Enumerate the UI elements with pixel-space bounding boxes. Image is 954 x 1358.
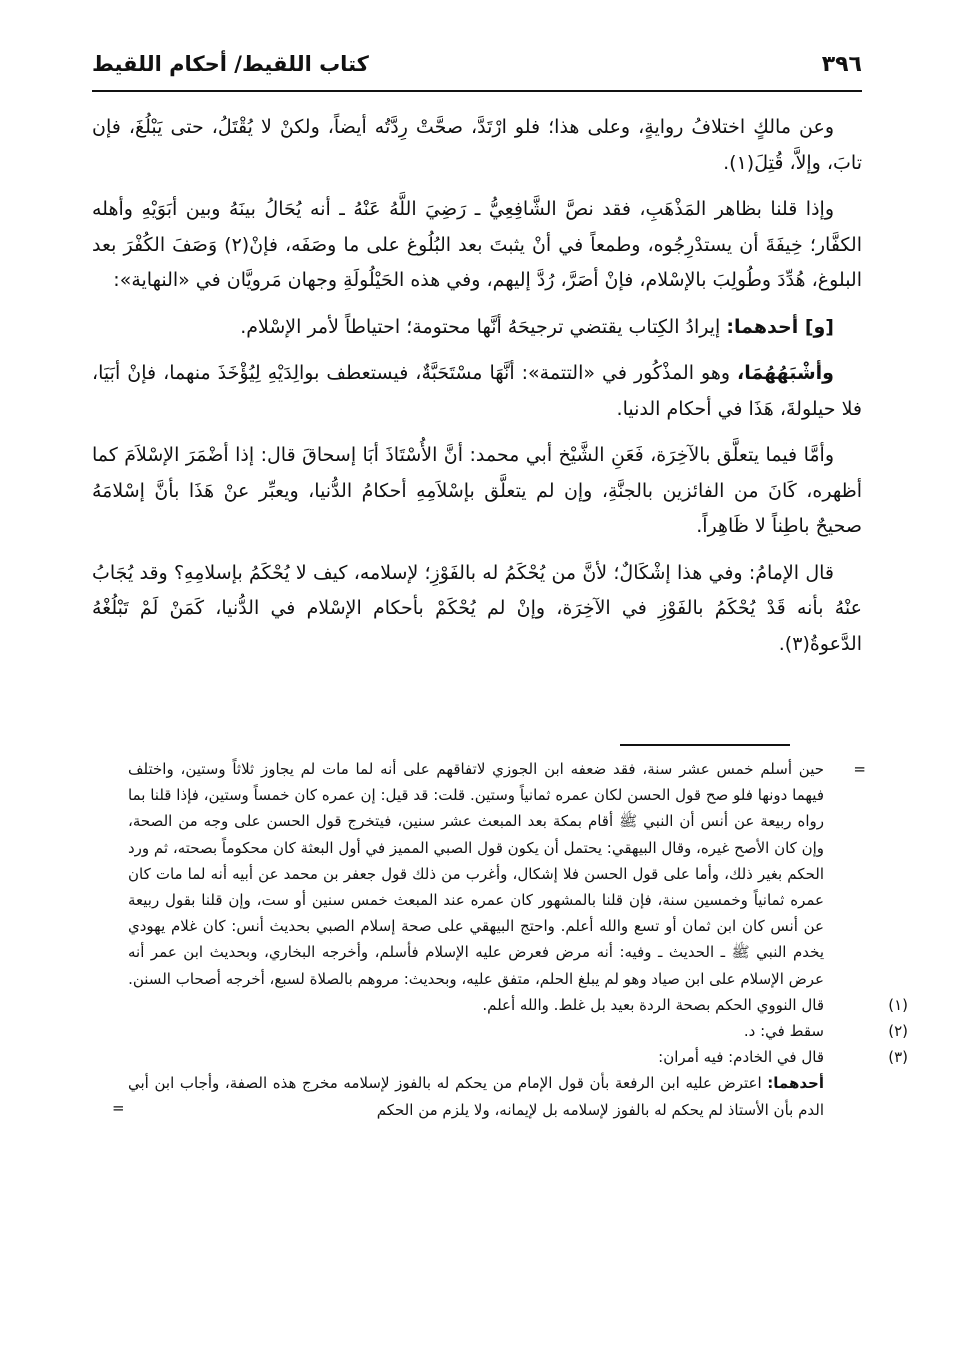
footnote-continuation-text: حين أسلم خمس عشر سنة، فقد ضعفه ابن الجوزي لاتفاقهم على أنه لما مات لم يجاوز ثلاثاً وستين، واختلف فيهما دونها فلو صح قول الحسن لكان عمره ثمانياً وستين. قلت: قد قيل: إن عمره كان خمساً وستين، فإذا قلنا بما رواه ربيعة عن أنس أن النبي ﷺ أقام بمكة بعد المبعث عشر سنين، فيتخرج قول الحسن على وجه من الصحة، وإن كان الأصح غيره، وقال البيهقي: يحتمل أن يكون قول الصبي المميز في أول البعثة كان محكوماً بصحته، ثم ورد الحكم بغير ذلك، وأما على قول الحسن فلا إشكال، وأغرب من ذلك قول جعفر بن محمد عن أبيه أنه لما مات كان عمره ثمانياً وخمسين سنة، فإن قلنا بالمشهور كان عمره عند المبعث خمس سنين أو ست، وإن قلنا بقول ربيعة عن أنس كان ابن ثمان أو تسع والله أعلم. واحتج البيهقي على صحة إسلام الصبي بحديث أنس: كان غلام يهودي يخدم النبي ﷺ ـ الحديث ـ وفيه: أنه مرض فعرض عليه الإسلام فأسلم، وأخرجه البخاري، وبحديث ابن عمر أنه عرض الإسلام على ابن صياد وهو لم يبلغ الحلم، متفق عليه، وبحديث: مروهم بالصلاة لسبع، أخرجه أصحاب السنن.: [128, 760, 824, 988]
footnote-3: [128, 1044, 908, 1070]
page-header: [92, 48, 862, 88]
paragraph-3: [92, 310, 862, 346]
footnote-number: (٣): [888, 1048, 908, 1067]
paragraph-4-lead: وأشْبَهُهُمَا،: [737, 362, 834, 384]
footnote-3-detail-lead: أحدهما:: [767, 1074, 824, 1093]
paragraph-5: وأمَّا فيما يتعلَّق بالآخِرَة، فَعَنِ الشَّيْخ أبي محمد: أنَّ الأُسْتَاذَ أبَا إسحاقَ قال: إذا أضْمَرَ الإسْلاَمَ كما أظهره، كَانَ من الفائزين بالجنَّةِ، وإن لم يتعلَّق بإسْلاَمِهِ أحكامُ الدُّنيا، ويعبِّر عنْ هَذَا بأنَّ إسْلامَهُ صحيحٌ باطِناً لا ظَاهِراً.: [92, 444, 862, 537]
paragraph-1: وعن مالكٍ اختلافُ روايةٍ، وعلى هذا؛ فلو ارْتَدَّ، صحَّتْ رِدَّتُه أيضاً، ولكنْ لا يُقْتَلُ، حتى يَبْلُغَ، فإن تابَ، وإلاَّ، قُتِلَ(١).: [92, 116, 862, 174]
footnote-number: (١): [888, 995, 908, 1014]
header-rule: [92, 90, 862, 92]
footnote-3-detail-text: اعترض عليه ابن الرفعة بأن قول الإمام من يحكم له بالفوز لإسلامه مخرج هذه الصفة، وأجاب ابن أبي الدم بأن الأستاذ لم يحكم له بالفوز لإسلامه بل لإيمانه، ولا يلزم من الحكم: [128, 1074, 824, 1119]
footnote-1: [128, 992, 908, 1018]
paragraph-6: قال الإمامُ: وفي هذا إشْكَالٌ؛ لأنَّ من يُحْكَمُ له بالفَوْزِ؛ لإسلامه، كيف لا يُحْكَمُ بإسلامِهِ؟ وقد يُجَابُ عنْهُ بأنه قَدْ يُحْكَمُ بالفَوْزِ في الآخِرَة، وإنْ لم يُحْكَمْ بأحكام الإسْلام في الدُّنيا، كَمَنْ لَمْ تَبْلُغْهُ الدَّعوةُ(٣).: [92, 561, 862, 655]
paragraph-3-text: إيرادُ الكِتاب يقتضي ترجيحَهُ أنَّها محتومة؛ احتياطاً لأمر الإسْلام.: [240, 315, 727, 338]
continuation-mark: =: [853, 760, 866, 778]
footnote-text: قال النووي الحكم بصحة الردة بعيد بل غلط. والله أعلم.: [482, 995, 824, 1014]
main-text: [92, 110, 862, 673]
footnote-number: (٢): [888, 1022, 908, 1041]
footnote-2: [128, 1018, 908, 1044]
running-title: كتاب اللقيط/ أحكام اللقيط: [92, 52, 369, 76]
paragraph-4-text: وهو المذْكُور في «التتمة»: أنَّهَا مسْتَحَبَّةٌ، فيستعطف بوالِدَيْهِ لِيُؤْخَذَ منهما، فإنْ أبَيَا، فلا حيلولةَ، هَذَا في أحكام الدنيا.: [92, 362, 862, 420]
footnote-continuation: [128, 756, 866, 992]
paragraph-2: وإذا قلنا بظاهر المَذْهَبِ، فقد نصَّ الشَّافِعِيُّ ـ رَضِيَ اللَّهُ عَنْهُ ـ أنه يُحَالُ بينَهُ وبين أبَوَيْهِ وأهله الكفَّار؛ خِيفَةَ أن يستدْرِجُوه، وطمعاً في أنْ يثبتَ بعد البُلُوغ على ما وصَفَه، فإنْ(٢) وَصَفَ الكُفْرَ بعد البلوغ، هُدِّدَ وطُولِبَ بالإسْلام، فإنْ أصَرَّ، رُدَّ إليهم، وفي هذه الحَيْلُولَةِ وجهان مَرويَّان في «النهاية»:: [92, 198, 862, 291]
footnote-text: سقط في: د.: [743, 1022, 824, 1041]
continues-mark: =: [112, 1098, 125, 1117]
page-number: ٣٩٦: [821, 52, 862, 77]
footnote-text: قال في الخادم: فيه أمران:: [658, 1048, 824, 1067]
footnotes: [112, 756, 908, 1123]
paragraph-3-lead: [و] أحدهما:: [726, 315, 834, 338]
paragraph-4: [92, 356, 862, 427]
footnote-list: [128, 992, 908, 1071]
footnote-3-detail: [112, 1070, 824, 1122]
footnote-rule: [620, 744, 790, 746]
